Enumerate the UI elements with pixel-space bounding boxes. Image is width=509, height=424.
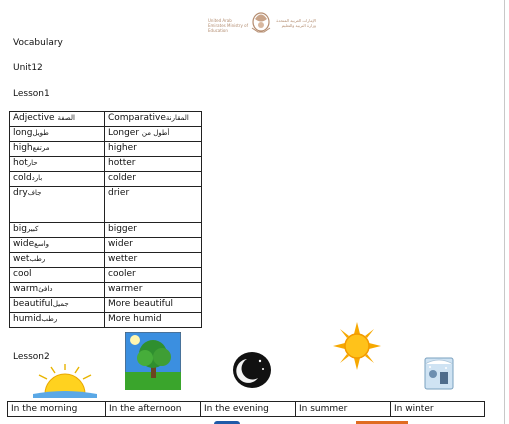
lesson1-label: Lesson1: [13, 89, 50, 99]
lesson2-label: Lesson2: [13, 352, 50, 362]
table-row: [10, 223, 202, 238]
comparative-cell: colder: [105, 172, 202, 187]
table-row: [10, 283, 202, 298]
time-cell: In winter: [391, 402, 485, 417]
time-cell: In the evening: [201, 402, 296, 417]
table-row: [10, 238, 202, 253]
adjective-cell: warmدافئ: [10, 283, 105, 298]
comparative-cell: hotter: [105, 157, 202, 172]
adjective-cell: hotحار: [10, 157, 105, 172]
comparative-cell: warmer: [105, 283, 202, 298]
comparative-cell: Longer أطول من: [105, 127, 202, 142]
unit-label: Unit12: [13, 63, 43, 73]
header-adjective: Adjective الصفة: [10, 112, 105, 127]
comparative-cell: More beautiful: [105, 298, 202, 313]
adjective-cell: dryجاف: [10, 187, 105, 223]
time-cell: In summer: [296, 402, 391, 417]
adjective-cell: wetرطب: [10, 253, 105, 268]
table-row: [10, 157, 202, 172]
table-row: [10, 187, 202, 223]
adjective-cell: cool: [10, 268, 105, 283]
adjective-cell: longطويل: [10, 127, 105, 142]
table-row: [10, 313, 202, 328]
comparative-cell: wetter: [105, 253, 202, 268]
table-row: [10, 127, 202, 142]
time-cell: In the morning: [8, 402, 106, 417]
moon-stars-icon: [232, 351, 272, 389]
adjective-cell: beautifulجميل: [10, 298, 105, 313]
winter-snow-icon: [424, 356, 454, 390]
comparative-cell: bigger: [105, 223, 202, 238]
comparative-cell: wider: [105, 238, 202, 253]
table-row: [10, 142, 202, 157]
comparative-cell: higher: [105, 142, 202, 157]
sunrise-icon: [33, 364, 97, 398]
comparative-cell: cooler: [105, 268, 202, 283]
times-table: [7, 401, 485, 417]
adjective-cell: humidرطب: [10, 313, 105, 328]
table-row: [10, 298, 202, 313]
vocabulary-table: [9, 111, 202, 328]
time-cell: In the afternoon: [106, 402, 201, 417]
adjective-cell: bigكبير: [10, 223, 105, 238]
table-row: [10, 253, 202, 268]
table-row: [10, 172, 202, 187]
header-comparative: Comparativeالمقارنة: [105, 112, 202, 127]
comparative-cell: drier: [105, 187, 202, 223]
afternoon-landscape-icon: [125, 332, 181, 390]
page-title: Vocabulary: [13, 38, 63, 48]
adjective-cell: wideواسع: [10, 238, 105, 253]
comparative-cell: More humid: [105, 313, 202, 328]
adjective-cell: coldبارد: [10, 172, 105, 187]
emblem-text-english: United Arab Emirates Ministry of Education: [208, 18, 249, 33]
table-header-row: [10, 112, 202, 127]
sun-icon: [333, 322, 381, 370]
table-row: [10, 268, 202, 283]
emblem-text-arabic: الإمارات العربية المتحدة وزارة التربية والتعليم: [276, 18, 316, 28]
table-row: [8, 402, 485, 417]
adjective-cell: highمرتفع: [10, 142, 105, 157]
